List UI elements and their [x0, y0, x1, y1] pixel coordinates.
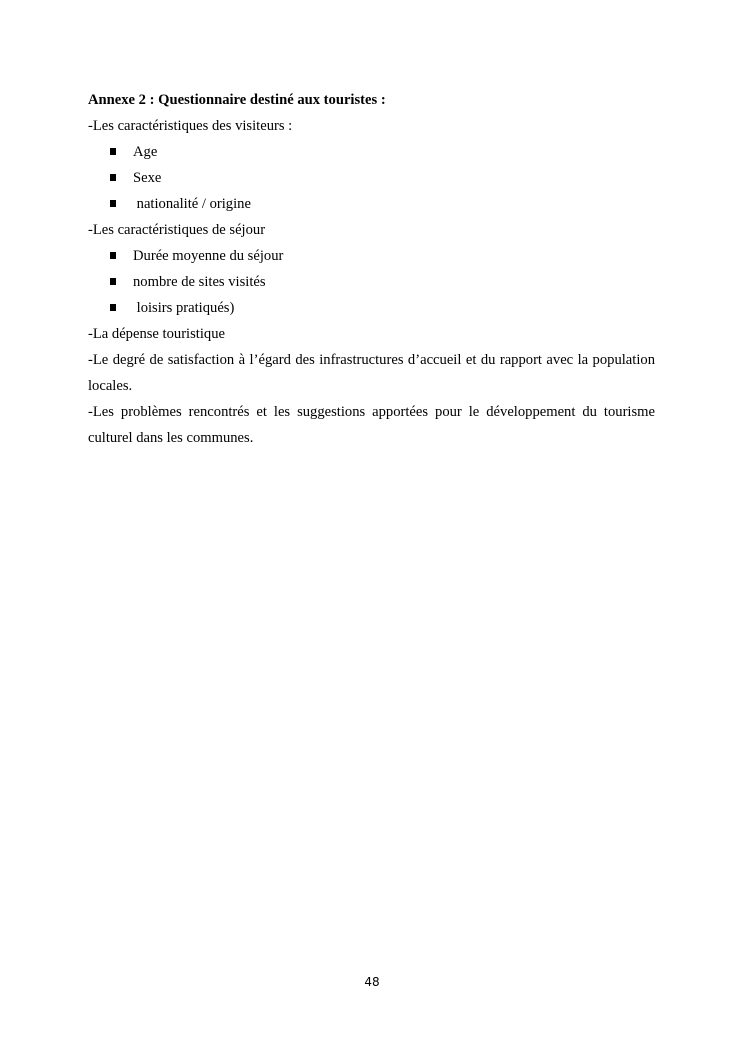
square-bullet-icon — [110, 304, 116, 311]
section-heading-stay: -Les caractéristiques de séjour — [88, 222, 266, 238]
square-bullet-icon — [110, 252, 116, 259]
list-item-label: Age — [133, 144, 158, 160]
list-item — [88, 165, 655, 191]
paragraph-problems-suggestions: -Les problèmes rencontrés et les suggestions apportées pour le développement du tourisme culturel dans les communes. — [88, 404, 655, 446]
paragraph-satisfaction: -Le degré de satisfaction à l’égard des infrastructures d’accueil et du rapport avec la population locales. — [88, 352, 655, 394]
list-item-label: Durée moyenne du séjour — [133, 248, 284, 264]
document-body — [88, 87, 655, 451]
annex-title: Annexe 2 : Questionnaire destiné aux touristes : — [88, 92, 386, 108]
square-bullet-icon — [110, 200, 116, 207]
list-item — [88, 191, 655, 217]
square-bullet-icon — [110, 278, 116, 285]
square-bullet-icon — [110, 174, 116, 181]
list-item-label: Sexe — [133, 170, 162, 186]
list-item — [88, 139, 655, 165]
list-item-label: nombre de sites visités — [133, 274, 266, 290]
list-item-label: nationalité / origine — [133, 196, 251, 212]
list-item-label: loisirs pratiqués) — [133, 300, 235, 316]
list-item — [88, 269, 655, 295]
list-item — [88, 295, 655, 321]
stay-characteristics-list — [88, 243, 655, 321]
visitor-characteristics-list — [88, 139, 655, 217]
square-bullet-icon — [110, 148, 116, 155]
section-heading-visitors: -Les caractéristiques des visiteurs : — [88, 118, 293, 134]
list-item — [88, 243, 655, 269]
paragraph-tourist-spending: -La dépense touristique — [88, 326, 225, 342]
page-number: 48 — [364, 975, 380, 989]
